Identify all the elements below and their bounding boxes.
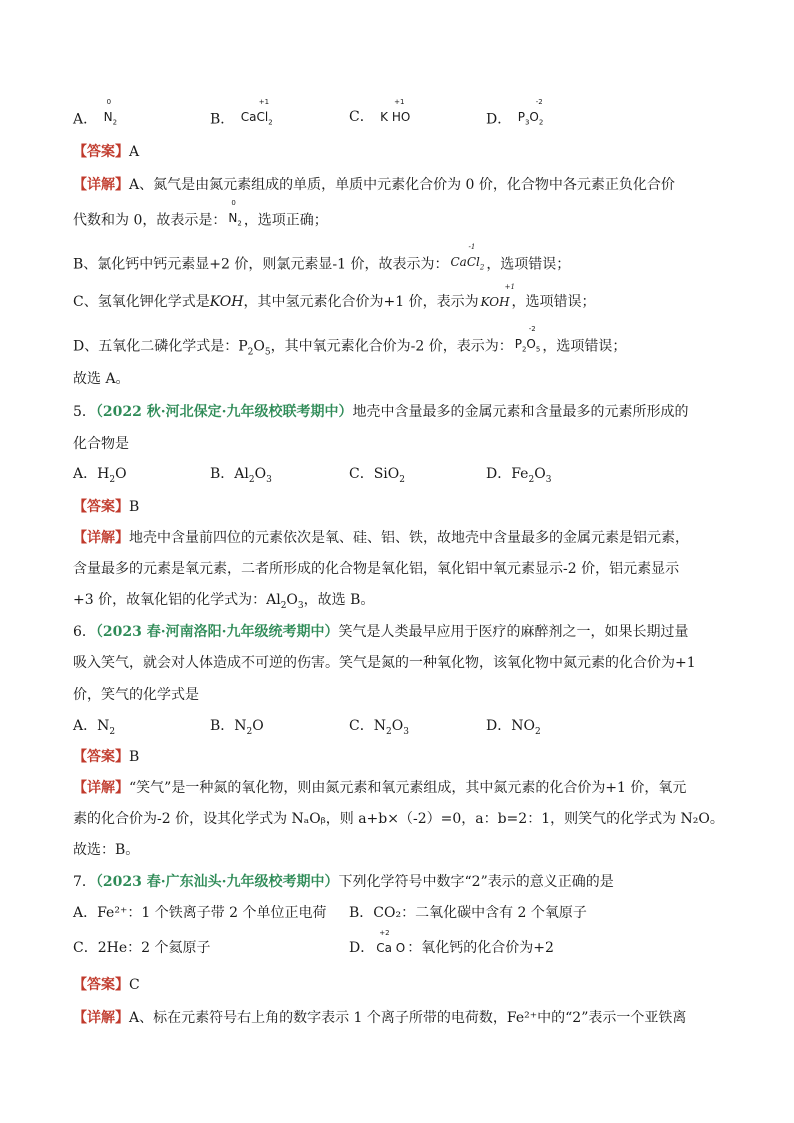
- q6-option-b: B．$N_2O$: [210, 718, 264, 737]
- q4-detail-line4: C、氢氧化钾化学式是KOH，其中氢元素化合价为+1 价，表示为 KO +1 H ，选项错误；: [73, 283, 596, 310]
- q6-stem-line3: 价，笑气的化学式是: [73, 687, 199, 703]
- q4-detail-formula-n2: 0 $N_2$: [228, 199, 242, 228]
- q4-formula-c: K +1 HO: [380, 98, 411, 124]
- q7-option-d: D． +2 Ca O ：氧化钙的化合价为+2: [349, 929, 554, 956]
- q5-stem-line1: 5．（2022 秋·河北保定·九年级校联考期中）地壳中含量最多的金属元素和含量最多的元素所形成的: [73, 404, 689, 420]
- q6-detail-line3: 故选：B。: [73, 842, 140, 858]
- q4-detail-line3: B、氯化钙中钙元素显+2 价，则氯元素显-1 价，故表示为： Ca -1 $Cl_2$ ，选项错误；: [73, 252, 570, 277]
- q5-option-b: B．$Al_2O_3$: [210, 466, 272, 485]
- q4-formula-a: 0 $N_2$: [103, 98, 118, 127]
- q4-detail-formula-cacl2: Ca -1 $Cl_2$: [450, 243, 485, 272]
- q4-option-c: C． K +1 HO: [349, 98, 411, 125]
- q6-stem-line1: 6．（2023 春·河南洛阳·九年级统考期中）笑气是人类最早应用于医疗的麻醉剂之一，如果长期过量: [73, 624, 689, 640]
- q4-detail-line6: 故选 A。: [73, 371, 130, 387]
- q7-option-c: C．2He：2 个氦原子: [73, 940, 211, 956]
- q5-detail-line2: 含量最多的元素是氧元素，二者所形成的化合物是氧化铝，氧化铝中氧元素显示-2 价，铝元素显示: [73, 561, 680, 577]
- q5-answer: 【答案】B: [73, 499, 140, 515]
- q6-option-d: D．$NO_2$: [486, 718, 541, 737]
- q6-stem-line2: 吸入笑气，就会对人体造成不可逆的伤害。笑气是氮的一种氧化物，该氧化物中氮元素的化合价为+1: [73, 655, 696, 671]
- q4-formula-d: $P_3$ -2 $O_2$: [517, 98, 544, 127]
- q4-option-b: B． Ca +1 $Cl_2$: [210, 107, 275, 132]
- q7-option-a: A．Fe²⁺：1 个铁离子带 2 个单位正电荷: [73, 905, 327, 921]
- q6-answer: 【答案】B: [73, 749, 140, 765]
- q5-option-d: D．$Fe_2O_3$: [486, 466, 552, 485]
- q4-formula-b: Ca +1 $Cl_2$: [240, 98, 273, 127]
- q4-detail-line1: 【详解】A、氮气是由氮元素组成的单质，单质中元素化合价为 0 价，化合物中各元素正负化合价: [73, 177, 675, 193]
- q6-detail-line2: 素的化合价为-2 价，设其化学式为 NₐOᵦ，则 a+b×（-2）=0，a：b=2：1，则笑气的化学式为 N₂O。: [73, 811, 724, 827]
- q4-detail-line2: 代数和为 0，故表示是： 0 $N_2$ ，选项正确；: [73, 208, 328, 233]
- q7-stem: 7．（2023 春·广东汕头·九年级校考期中）下列化学符号中数字“2”表示的意义正确的是: [73, 874, 614, 890]
- q5-detail-line1: 【详解】地壳中含量前四位的元素依次是氧、硅、铝、铁，故地壳中含量最多的金属元素是铝元素，: [73, 530, 689, 546]
- q5-detail-line3: +3 价，故氧化铝的化学式为：$Al_2O_3$，故选 B。: [73, 592, 375, 611]
- q6-option-a: A．$N_2$: [73, 718, 116, 737]
- q7-detail-line1: 【详解】A、标在元素符号右上角的数字表示 1 个离子所带的电荷数，Fe²⁺中的“2”表示一个亚铁离: [73, 1010, 687, 1026]
- q7-answer: 【答案】C: [73, 977, 140, 993]
- q5-option-c: C．SiO$_2$: [349, 466, 405, 485]
- q6-detail-line1: 【详解】“笑气”是一种氮的氧化物，则由氮元素和氧元素组成，其中氮元素的化合价为+1 价，氧元: [73, 780, 687, 796]
- q5-option-a: A．$H_2O$: [73, 466, 127, 485]
- q4-detail-formula-koh: KO +1 H: [480, 283, 515, 309]
- q6-option-c: C．$N_2O_3$: [349, 718, 409, 737]
- q4-option-d: D． $P_3$ -2 $O_2$: [486, 107, 545, 132]
- q4-answer: 【答案】A: [73, 144, 140, 160]
- q5-stem-line2: 化合物是: [73, 436, 129, 452]
- q4-detail-line5: D、五氧化二磷化学式是：$P_2O_5$，其中氧元素化合价为-2 价，表示为： $P_2$ -2 $O_5$ ，选项错误；: [73, 325, 627, 358]
- q4-option-a: A． 0 $N_2$: [73, 107, 119, 132]
- q7-option-b: B．CO₂：二氧化碳中含有 2 个氧原子: [349, 905, 587, 921]
- q7-formula-cao: +2 Ca O: [376, 929, 406, 955]
- q4-detail-formula-p2o5: $P_2$ -2 $O_5$: [514, 325, 541, 354]
